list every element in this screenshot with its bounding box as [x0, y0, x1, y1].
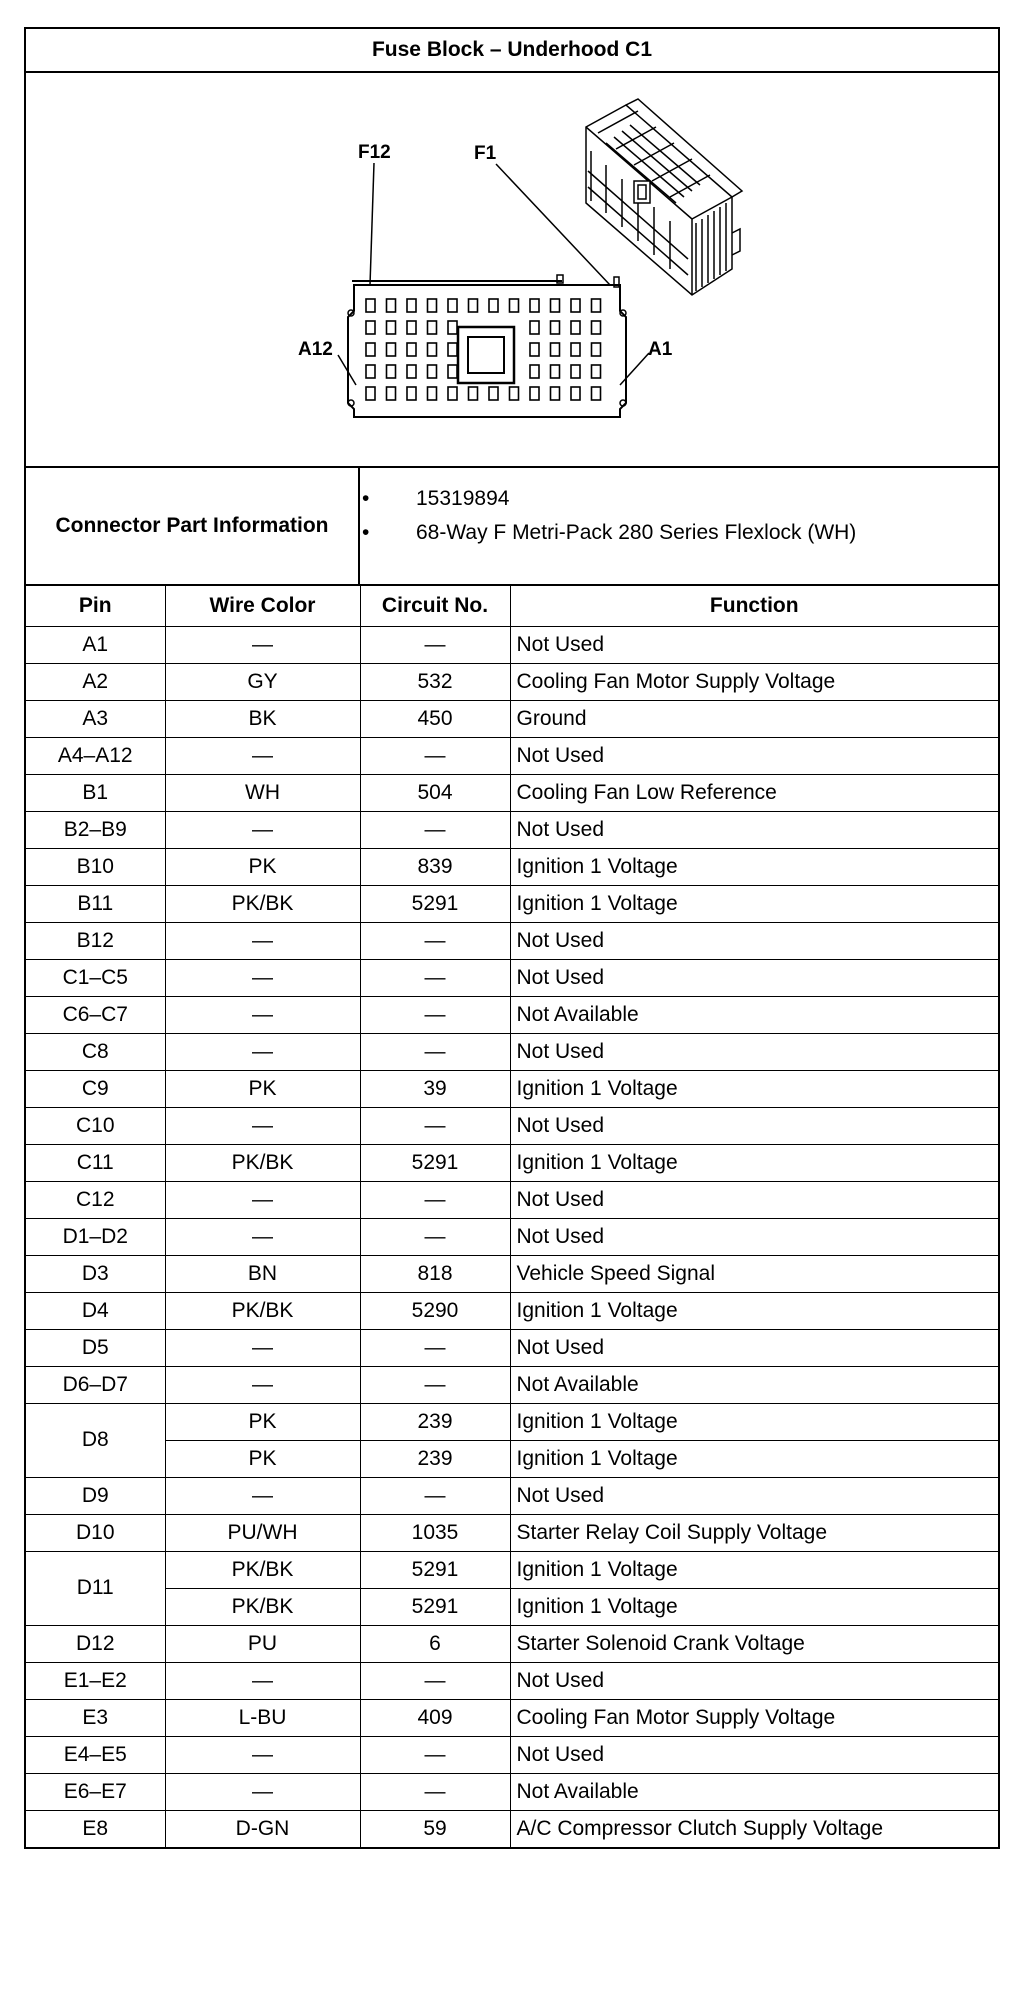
function-cell: Ground — [510, 700, 998, 737]
terminal-cavity — [448, 365, 457, 378]
function-cell: Cooling Fan Motor Supply Voltage — [510, 663, 998, 700]
pin-cell: D6–D7 — [26, 1366, 165, 1403]
circuit-number-cell: 6 — [360, 1625, 510, 1662]
pin-cell: D8 — [26, 1403, 165, 1477]
wire-color-cell: — — [165, 1662, 360, 1699]
table-row — [26, 1070, 998, 1107]
circuit-number-cell: — — [360, 737, 510, 774]
terminal-cavity — [448, 321, 457, 334]
terminal-cavity — [551, 387, 560, 400]
function-cell: Not Available — [510, 1366, 998, 1403]
terminal-cavity — [366, 387, 375, 400]
terminal-cavity — [530, 365, 539, 378]
wire-color-cell: — — [165, 1736, 360, 1773]
function-cell: Not Used — [510, 1662, 998, 1699]
terminal-cavity — [592, 387, 601, 400]
terminal-cavity — [387, 321, 396, 334]
terminal-cavity — [407, 299, 416, 312]
circuit-number-cell: — — [360, 1033, 510, 1070]
circuit-number-cell: — — [360, 1107, 510, 1144]
terminal-cavity — [571, 299, 580, 312]
wire-color-cell: — — [165, 1218, 360, 1255]
table-row — [26, 1662, 998, 1699]
terminal-cavity — [387, 387, 396, 400]
pin-cell: E8 — [26, 1810, 165, 1847]
pin-table — [26, 586, 998, 1847]
wire-color-cell: PK/BK — [165, 885, 360, 922]
table-row — [26, 1403, 998, 1440]
circuit-number-cell: 5291 — [360, 885, 510, 922]
pin-cell: D12 — [26, 1625, 165, 1662]
terminal-cavity — [571, 387, 580, 400]
pin-cell: C9 — [26, 1070, 165, 1107]
terminal-cavity — [407, 365, 416, 378]
function-cell: Cooling Fan Motor Supply Voltage — [510, 1699, 998, 1736]
wire-color-cell: — — [165, 1107, 360, 1144]
circuit-number-cell: — — [360, 1329, 510, 1366]
terminal-cavity — [448, 299, 457, 312]
table-row — [26, 1255, 998, 1292]
sheet-title: Fuse Block – Underhood C1 — [26, 29, 998, 73]
pin-cell: A2 — [26, 663, 165, 700]
terminal-cavity — [428, 299, 437, 312]
function-cell: Ignition 1 Voltage — [510, 848, 998, 885]
header-pin: Pin — [26, 586, 165, 626]
wire-color-cell: BN — [165, 1255, 360, 1292]
terminal-cavity — [551, 343, 560, 356]
pin-table-header — [26, 586, 998, 626]
table-row — [26, 959, 998, 996]
pin-cell: D5 — [26, 1329, 165, 1366]
pin-cell: E1–E2 — [26, 1662, 165, 1699]
pin-cell: A3 — [26, 700, 165, 737]
terminal-cavity — [366, 343, 375, 356]
wire-color-cell: — — [165, 1477, 360, 1514]
terminal-cavity — [592, 365, 601, 378]
pin-cell: B12 — [26, 922, 165, 959]
circuit-number-cell: 239 — [360, 1440, 510, 1477]
pin-cell: C12 — [26, 1181, 165, 1218]
function-cell: Not Used — [510, 1736, 998, 1773]
function-cell: A/C Compressor Clutch Supply Voltage — [510, 1810, 998, 1847]
circuit-number-cell: — — [360, 1181, 510, 1218]
function-cell: Not Used — [510, 1218, 998, 1255]
table-row — [26, 1514, 998, 1551]
terminal-cavity — [551, 299, 560, 312]
table-row — [26, 1292, 998, 1329]
pin-cell: A1 — [26, 626, 165, 663]
pin-cell: D3 — [26, 1255, 165, 1292]
function-cell: Not Used — [510, 1107, 998, 1144]
function-cell: Ignition 1 Voltage — [510, 1292, 998, 1329]
wire-color-cell: — — [165, 996, 360, 1033]
circuit-number-cell: — — [360, 1218, 510, 1255]
table-row — [26, 885, 998, 922]
pin-cell: C1–C5 — [26, 959, 165, 996]
terminal-cavity — [448, 387, 457, 400]
terminal-cavity — [407, 321, 416, 334]
label-a1: A1 — [648, 339, 673, 360]
circuit-number-cell: 59 — [360, 1810, 510, 1847]
wire-color-cell: GY — [165, 663, 360, 700]
wire-color-cell: PK/BK — [165, 1551, 360, 1588]
circuit-number-cell: 839 — [360, 848, 510, 885]
terminal-cavity — [366, 299, 375, 312]
terminal-cavity — [407, 343, 416, 356]
function-cell: Ignition 1 Voltage — [510, 1551, 998, 1588]
function-cell: Starter Solenoid Crank Voltage — [510, 1625, 998, 1662]
wire-color-cell: — — [165, 922, 360, 959]
table-row — [26, 1033, 998, 1070]
wire-color-cell: PK — [165, 1070, 360, 1107]
table-row — [26, 1625, 998, 1662]
pin-cell: D10 — [26, 1514, 165, 1551]
terminal-cavity — [592, 321, 601, 334]
circuit-number-cell: — — [360, 959, 510, 996]
wire-color-cell: — — [165, 1773, 360, 1810]
header-circuit-no: Circuit No. — [360, 586, 510, 626]
table-row — [26, 700, 998, 737]
function-cell: Ignition 1 Voltage — [510, 1403, 998, 1440]
terminal-cavity — [489, 387, 498, 400]
wire-color-cell: L-BU — [165, 1699, 360, 1736]
wire-color-cell: — — [165, 626, 360, 663]
terminal-cavity — [510, 299, 519, 312]
wire-color-cell: — — [165, 1366, 360, 1403]
pin-cell: E3 — [26, 1699, 165, 1736]
terminal-cavity — [510, 387, 519, 400]
table-row — [26, 1810, 998, 1847]
connector-face-drawing — [26, 73, 998, 466]
wire-color-cell: PK/BK — [165, 1588, 360, 1625]
circuit-number-cell: 818 — [360, 1255, 510, 1292]
table-row — [26, 811, 998, 848]
label-a12: A12 — [298, 339, 333, 360]
function-cell: Ignition 1 Voltage — [510, 1588, 998, 1625]
wire-color-cell: PU — [165, 1625, 360, 1662]
table-row — [26, 1699, 998, 1736]
terminal-cavity — [469, 387, 478, 400]
table-row — [26, 922, 998, 959]
circuit-number-cell: — — [360, 1366, 510, 1403]
terminal-cavity — [530, 387, 539, 400]
part-number: • 15319894 — [410, 482, 998, 516]
wire-color-cell: PK — [165, 1403, 360, 1440]
terminal-cavity — [530, 343, 539, 356]
header-function: Function — [510, 586, 998, 626]
circuit-number-cell: 239 — [360, 1403, 510, 1440]
terminal-cavity — [571, 321, 580, 334]
table-row — [26, 1366, 998, 1403]
terminal-cavity — [592, 343, 601, 356]
circuit-number-cell: 39 — [360, 1070, 510, 1107]
circuit-number-cell: — — [360, 626, 510, 663]
pin-cell: B11 — [26, 885, 165, 922]
function-cell: Ignition 1 Voltage — [510, 1440, 998, 1477]
circuit-number-cell: 5291 — [360, 1551, 510, 1588]
table-row — [26, 1773, 998, 1810]
function-cell: Not Used — [510, 1181, 998, 1218]
circuit-number-cell: — — [360, 1477, 510, 1514]
terminal-cavity — [366, 321, 375, 334]
wire-color-cell: — — [165, 959, 360, 996]
terminal-cavity — [448, 343, 457, 356]
wire-color-cell: — — [165, 1329, 360, 1366]
function-cell: Ignition 1 Voltage — [510, 1144, 998, 1181]
pin-cell: C11 — [26, 1144, 165, 1181]
function-cell: Ignition 1 Voltage — [510, 1070, 998, 1107]
function-cell: Not Used — [510, 959, 998, 996]
pin-cell: D4 — [26, 1292, 165, 1329]
circuit-number-cell: — — [360, 1662, 510, 1699]
terminal-cavity — [428, 321, 437, 334]
terminal-cavity — [571, 365, 580, 378]
table-row — [26, 737, 998, 774]
pin-cell: D9 — [26, 1477, 165, 1514]
terminal-cavity — [428, 387, 437, 400]
terminal-cavity — [387, 299, 396, 312]
terminal-cavity — [469, 299, 478, 312]
function-cell: Starter Relay Coil Supply Voltage — [510, 1514, 998, 1551]
terminal-cavity — [571, 343, 580, 356]
connector-part-info-list — [360, 468, 998, 584]
connector-isometric-view — [586, 99, 742, 295]
table-row — [26, 1440, 998, 1477]
circuit-number-cell: 5291 — [360, 1588, 510, 1625]
terminal-cavity — [407, 387, 416, 400]
pin-cell: B1 — [26, 774, 165, 811]
wire-color-cell: — — [165, 1181, 360, 1218]
function-cell: Not Used — [510, 1033, 998, 1070]
pin-cell: A4–A12 — [26, 737, 165, 774]
function-cell: Ignition 1 Voltage — [510, 885, 998, 922]
function-cell: Not Used — [510, 811, 998, 848]
table-row — [26, 1551, 998, 1588]
terminal-cavity — [387, 343, 396, 356]
wire-color-cell: PK/BK — [165, 1292, 360, 1329]
connector-diagram — [26, 73, 998, 468]
function-cell: Not Available — [510, 1773, 998, 1810]
circuit-number-cell: 504 — [360, 774, 510, 811]
table-row — [26, 663, 998, 700]
function-cell: Cooling Fan Low Reference — [510, 774, 998, 811]
table-row — [26, 1477, 998, 1514]
table-row — [26, 996, 998, 1033]
wire-color-cell: PK — [165, 1440, 360, 1477]
circuit-number-cell: — — [360, 1736, 510, 1773]
connector-part-information — [26, 468, 998, 586]
table-row — [26, 1736, 998, 1773]
function-cell: Not Used — [510, 1477, 998, 1514]
terminal-cavity — [489, 299, 498, 312]
wire-color-cell: PK — [165, 848, 360, 885]
table-row — [26, 626, 998, 663]
table-row — [26, 1218, 998, 1255]
circuit-number-cell: 532 — [360, 663, 510, 700]
pin-cell: E4–E5 — [26, 1736, 165, 1773]
table-row — [26, 1588, 998, 1625]
pin-cell: D1–D2 — [26, 1218, 165, 1255]
pin-cell: C6–C7 — [26, 996, 165, 1033]
wire-color-cell: PU/WH — [165, 1514, 360, 1551]
table-row — [26, 774, 998, 811]
pin-cell: C10 — [26, 1107, 165, 1144]
wire-color-cell: BK — [165, 700, 360, 737]
pin-cell: E6–E7 — [26, 1773, 165, 1810]
a1-leader-line — [620, 353, 649, 385]
center-key — [458, 327, 514, 383]
wire-color-cell: PK/BK — [165, 1144, 360, 1181]
pin-cell: B10 — [26, 848, 165, 885]
circuit-number-cell: 5291 — [360, 1144, 510, 1181]
terminal-cavity — [428, 365, 437, 378]
pin-cell: D11 — [26, 1551, 165, 1625]
terminal-cavity — [530, 299, 539, 312]
function-cell: Not Available — [510, 996, 998, 1033]
terminal-cavity — [530, 321, 539, 334]
table-row — [26, 1329, 998, 1366]
wire-color-cell: D-GN — [165, 1810, 360, 1847]
circuit-number-cell: 450 — [360, 700, 510, 737]
terminal-cavity — [551, 365, 560, 378]
table-row — [26, 1107, 998, 1144]
circuit-number-cell: 1035 — [360, 1514, 510, 1551]
terminal-cavity — [551, 321, 560, 334]
connector-description: • 68-Way F Metri-Pack 280 Series Flexlock (WH) — [410, 516, 998, 550]
label-f1: F1 — [474, 143, 497, 164]
function-cell: Vehicle Speed Signal — [510, 1255, 998, 1292]
f12-leader-line — [370, 163, 374, 285]
circuit-number-cell: — — [360, 996, 510, 1033]
terminal-cavity — [387, 365, 396, 378]
wire-color-cell: — — [165, 1033, 360, 1070]
circuit-number-cell: — — [360, 1773, 510, 1810]
header-wire-color: Wire Color — [165, 586, 360, 626]
circuit-number-cell: 409 — [360, 1699, 510, 1736]
circuit-number-cell: — — [360, 811, 510, 848]
circuit-number-cell: — — [360, 922, 510, 959]
terminal-cavity — [592, 299, 601, 312]
terminal-cavity — [366, 365, 375, 378]
table-row — [26, 848, 998, 885]
connector-part-info-label: Connector Part Information — [26, 468, 360, 584]
label-f12: F12 — [358, 142, 391, 163]
function-cell: Not Used — [510, 1329, 998, 1366]
function-cell: Not Used — [510, 922, 998, 959]
circuit-number-cell: 5290 — [360, 1292, 510, 1329]
pin-cell: B2–B9 — [26, 811, 165, 848]
function-cell: Not Used — [510, 737, 998, 774]
wire-color-cell: — — [165, 811, 360, 848]
pin-cell: C8 — [26, 1033, 165, 1070]
table-row — [26, 1181, 998, 1218]
terminal-cavity — [428, 343, 437, 356]
wire-color-cell: WH — [165, 774, 360, 811]
function-cell: Not Used — [510, 626, 998, 663]
wire-color-cell: — — [165, 737, 360, 774]
connector-sheet — [24, 27, 1000, 1849]
table-row — [26, 1144, 998, 1181]
